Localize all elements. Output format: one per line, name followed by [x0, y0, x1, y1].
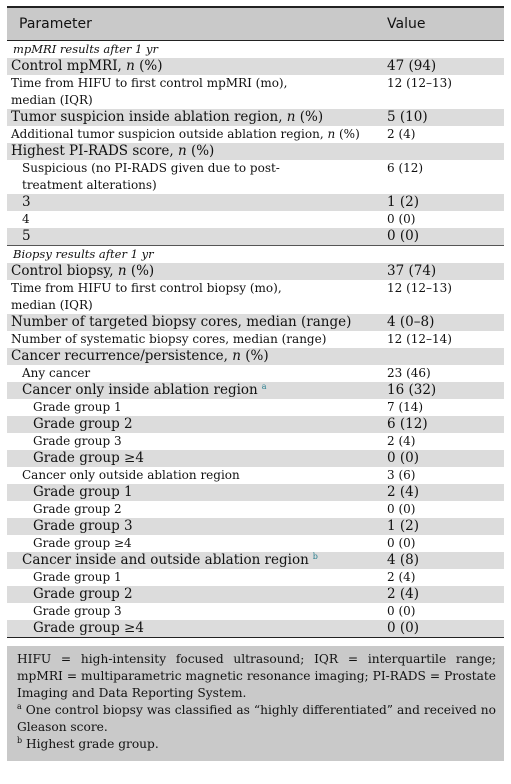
row-parameter [7, 382, 381, 399]
row-parameter [7, 620, 381, 638]
footnote-marker: b [312, 551, 318, 561]
table-row [7, 365, 504, 382]
row-parameter [7, 433, 381, 450]
row-parameter [7, 75, 381, 109]
header-parameter: Parameter [7, 8, 381, 41]
row-parameter-suffix: (%) [295, 109, 324, 125]
row-value: 2 (4) [381, 433, 504, 450]
row-parameter-italic: n [327, 127, 336, 141]
row-parameter [7, 399, 381, 416]
table-row [7, 228, 504, 246]
footnote-b [17, 736, 496, 753]
row-parameter-italic: n [232, 348, 241, 364]
row-parameter [7, 569, 381, 586]
section-heading-row [7, 41, 504, 59]
row-value: 2 (4) [381, 569, 504, 586]
row-parameter-text: Grade group 2 [33, 502, 122, 516]
row-parameter-text: Number of targeted biopsy cores, median (range) [11, 314, 352, 330]
row-value: 23 (46) [381, 365, 504, 382]
table-row [7, 399, 504, 416]
row-parameter-text: Grade group ≥4 [33, 536, 132, 550]
row-parameter [7, 314, 381, 331]
footnote-b-text: Highest grade group. [22, 737, 159, 751]
row-parameter-suffix: (%) [186, 143, 215, 159]
table-row [7, 314, 504, 331]
table-header-row [7, 8, 504, 41]
table-body [7, 41, 504, 638]
row-parameter [7, 365, 381, 382]
row-parameter-text: Grade group 2 [33, 416, 133, 432]
table-row [7, 416, 504, 433]
row-value: 2 (4) [381, 126, 504, 143]
row-parameter [7, 603, 381, 620]
table-row [7, 552, 504, 569]
row-value: 5 (10) [381, 109, 504, 126]
footnote-marker: a [261, 381, 267, 391]
footnote-b-mark: b [17, 735, 23, 745]
row-parameter-text: Number of systematic biopsy cores, median (range) [11, 332, 327, 346]
table-row [7, 126, 504, 143]
table-row [7, 348, 504, 365]
row-parameter [7, 228, 381, 246]
row-parameter-text: 3 [22, 194, 31, 210]
table-row [7, 58, 504, 75]
row-parameter-italic: n [177, 143, 187, 159]
footnote-a [17, 702, 496, 736]
table-row [7, 160, 504, 194]
row-parameter-text: Grade group 3 [33, 434, 122, 448]
table-row [7, 603, 504, 620]
results-table [7, 8, 504, 638]
row-value: 1 (2) [381, 518, 504, 535]
row-parameter-italic: n [286, 109, 296, 125]
row-parameter [7, 263, 381, 280]
row-value: 0 (0) [381, 501, 504, 518]
row-value: 2 (4) [381, 586, 504, 603]
row-value: 0 (0) [381, 535, 504, 552]
row-parameter-text: Time from HIFU to first control mpMRI (mo), median (IQR) [11, 76, 288, 107]
row-parameter-text: Cancer recurrence/persistence, [11, 348, 233, 364]
row-parameter-text: Grade group 3 [33, 604, 122, 618]
table-row [7, 518, 504, 535]
table-row [7, 501, 504, 518]
row-value: 12 (12–13) [381, 75, 504, 109]
table-row [7, 620, 504, 638]
header-value: Value [381, 8, 504, 41]
row-value: 7 (14) [381, 399, 504, 416]
row-parameter [7, 348, 381, 365]
row-parameter-suffix: (%) [134, 58, 163, 74]
table-row [7, 467, 504, 484]
row-parameter [7, 535, 381, 552]
row-parameter [7, 331, 381, 348]
row-value: 3 (6) [381, 467, 504, 484]
row-parameter-text: 5 [22, 228, 31, 244]
row-parameter-text: Time from HIFU to first control biopsy (mo), median (IQR) [11, 281, 282, 312]
row-parameter [7, 586, 381, 603]
row-parameter-text: Additional tumor suspicion outside ablation region, [11, 127, 328, 141]
table-row [7, 143, 504, 160]
table-row [7, 109, 504, 126]
row-parameter [7, 211, 381, 228]
row-value: 0 (0) [381, 211, 504, 228]
row-value: 47 (94) [381, 58, 504, 75]
section-heading-row [7, 246, 504, 264]
row-value [381, 143, 504, 160]
row-parameter [7, 280, 381, 314]
row-parameter-text: Control biopsy, [11, 263, 118, 279]
table-row [7, 331, 504, 348]
row-parameter [7, 194, 381, 211]
row-value: 0 (0) [381, 620, 504, 638]
results-table-container [7, 6, 504, 761]
row-parameter [7, 416, 381, 433]
row-parameter-text: Grade group 1 [33, 400, 122, 414]
row-parameter-suffix: (%) [335, 127, 360, 141]
row-value: 6 (12) [381, 160, 504, 194]
table-row [7, 450, 504, 467]
table-row [7, 382, 504, 399]
row-value: 0 (0) [381, 603, 504, 620]
table-row [7, 211, 504, 228]
row-value: 12 (12–14) [381, 331, 504, 348]
row-parameter [7, 552, 381, 569]
row-parameter-text: Any cancer [22, 366, 91, 380]
row-parameter [7, 450, 381, 467]
row-value: 2 (4) [381, 484, 504, 501]
row-value: 1 (2) [381, 194, 504, 211]
footnote-a-text: One control biopsy was classified as “highly differentiated” and received no Gleason score. [17, 703, 496, 734]
row-value: 12 (12–13) [381, 280, 504, 314]
table-row [7, 484, 504, 501]
row-parameter-text: Cancer only outside ablation region [22, 468, 240, 482]
table-row [7, 569, 504, 586]
row-parameter-text: Control mpMRI, [11, 58, 127, 74]
section-heading: Biopsy results after 1 yr [7, 246, 504, 264]
row-parameter [7, 126, 381, 143]
row-parameter-suffix: (%) [126, 263, 155, 279]
row-value: 37 (74) [381, 263, 504, 280]
row-parameter-text: Grade group ≥4 [33, 620, 144, 636]
footnote-abbreviations: HIFU = high-intensity focused ultrasound; IQR = interquartile range; mpMRI = multiparametric magnetic resonance imaging; PI-RADS = Prostate Imaging and Data Reporting System. [17, 652, 496, 700]
row-parameter [7, 58, 381, 75]
row-parameter-text: Cancer inside and outside ablation region [22, 552, 309, 568]
row-parameter-italic: n [126, 58, 135, 74]
row-parameter-text: Cancer only inside ablation region [22, 382, 258, 398]
row-parameter-text: Tumor suspicion inside ablation region, [11, 109, 287, 125]
row-value: 4 (8) [381, 552, 504, 569]
row-parameter-text: Grade group 1 [33, 570, 122, 584]
row-value: 4 (0–8) [381, 314, 504, 331]
row-value: 0 (0) [381, 450, 504, 467]
row-parameter-text: Grade group 1 [33, 484, 133, 500]
row-parameter-text: Grade group ≥4 [33, 450, 144, 466]
row-parameter [7, 501, 381, 518]
table-row [7, 535, 504, 552]
table-row [7, 280, 504, 314]
row-parameter-text: 4 [22, 212, 30, 226]
row-parameter [7, 484, 381, 501]
row-value: 6 (12) [381, 416, 504, 433]
table-row [7, 263, 504, 280]
section-heading: mpMRI results after 1 yr [7, 41, 504, 59]
row-parameter-text: Grade group 3 [33, 518, 133, 534]
footnote-a-mark: a [17, 701, 22, 711]
row-parameter-italic: n [117, 263, 127, 279]
row-parameter [7, 467, 381, 484]
table-footnotes [7, 646, 504, 761]
table-row [7, 194, 504, 211]
row-parameter [7, 109, 381, 126]
row-parameter [7, 518, 381, 535]
row-parameter [7, 160, 381, 194]
row-value: 16 (32) [381, 382, 504, 399]
table-row [7, 75, 504, 109]
row-parameter-text: Highest PI-RADS score, [11, 143, 178, 159]
row-value [381, 348, 504, 365]
row-parameter-suffix: (%) [240, 348, 269, 364]
table-row [7, 433, 504, 450]
table-row [7, 586, 504, 603]
row-parameter [7, 143, 381, 160]
row-value: 0 (0) [381, 228, 504, 246]
row-parameter-text: Suspicious (no PI-RADS given due to post-treatment alterations) [22, 161, 280, 192]
row-parameter-text: Grade group 2 [33, 586, 133, 602]
